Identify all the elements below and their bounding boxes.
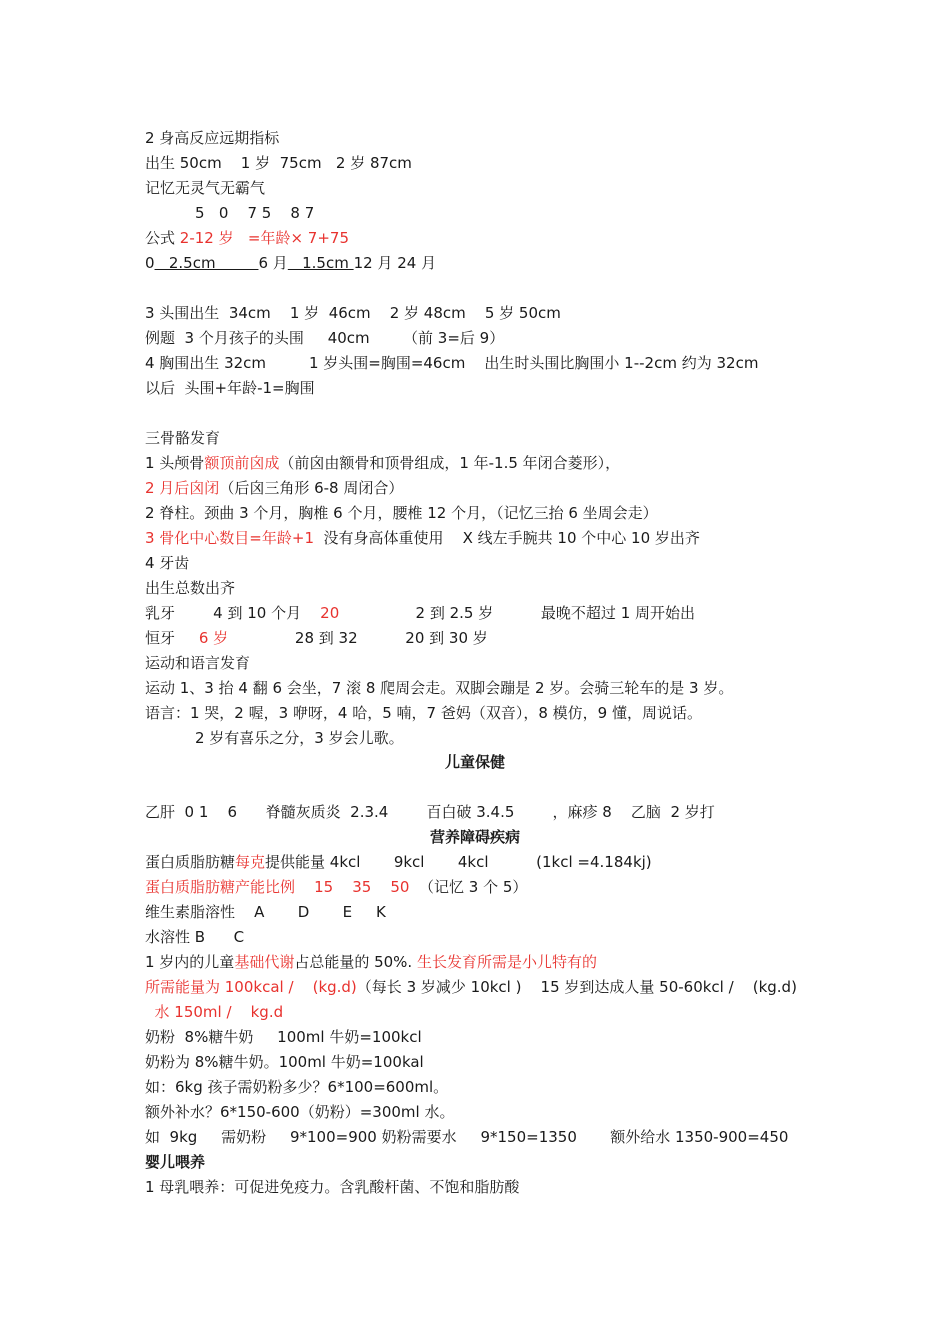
text-line: [145, 877, 527, 897]
text-segment: 水溶性 B C: [145, 928, 245, 946]
text-line: [145, 353, 758, 373]
highlighted-text: 2 月后囟闭: [145, 479, 220, 497]
highlighted-text: 额顶前囟成: [204, 454, 280, 472]
text-segment: 1 岁内的儿童: [145, 953, 235, 971]
text-segment: 恒牙: [145, 629, 199, 647]
text-segment: 记忆无灵气无霸气: [145, 179, 266, 197]
text-segment: 维生素脂溶性 A D E K: [145, 903, 386, 921]
text-line: [145, 128, 279, 148]
text-segment: 1 头颅骨: [145, 454, 205, 472]
text-line: [145, 1052, 424, 1072]
text-segment: 2 岁有喜乐之分，3 岁会儿歌。: [195, 729, 404, 747]
text-segment: 4 胸围出生 32cm 1 岁头围=胸围=46cm 出生时头围比胸围小 1--2cm 约为 32cm: [145, 354, 759, 372]
text-segment: （每长 3 岁减少 10kcl ) 15 岁到达成人量 50-60kcl / (kg.d): [356, 978, 797, 996]
text-line: [145, 703, 702, 723]
text-line: [145, 428, 220, 448]
text-line: [145, 578, 235, 598]
text-line: [145, 603, 695, 623]
text-segment: 28 到 32 20 到 30 岁: [228, 629, 488, 647]
text-line: [145, 852, 652, 872]
text-line: [145, 1177, 519, 1197]
text-line: [145, 328, 504, 348]
text-segment: 2 到 2.5 岁 最晚不超过 1 周开始出: [339, 604, 696, 622]
text-segment: 运动和语言发育: [145, 654, 251, 672]
text-line: [145, 1102, 454, 1122]
text-line: [145, 1077, 448, 1097]
section-heading: [0, 827, 950, 847]
text-segment: （前囟由额骨和顶骨组成，1 年-1.5 年闭合菱形），: [279, 454, 621, 472]
highlighted-text: 水 150ml / kg.d: [145, 1003, 284, 1021]
text-segment: 3 头围出生 34cm 1 岁 46cm 2 岁 48cm 5 岁 50cm: [145, 304, 561, 322]
text-segment: 提供能量 4kcl 9kcl 4kcl (1kcl =4.184kj): [265, 853, 652, 871]
text-segment: 没有身高体重使用 X 线左手腕共 10 个中心 10 岁出齐: [314, 529, 700, 547]
text-segment: 出生 50cm 1 岁 75cm 2 岁 87cm: [145, 154, 412, 172]
text-segment: 三骨骼发育: [145, 429, 221, 447]
text-segment: 运动 1、3 抬 4 翻 6 会坐，7 滚 8 爬周会走。双脚会蹦是 2 岁。会骑三轮车的是 3 岁。: [145, 679, 734, 697]
text-line: [145, 553, 189, 573]
text-line: [145, 228, 349, 248]
text-line: [195, 203, 314, 223]
text-segment: 例题 3 个月孩子的头围 40cm （前 3=后 9）: [145, 329, 505, 347]
text-line: [145, 977, 797, 997]
subheading: [145, 1152, 205, 1172]
text-segment: 蛋白质脂肪糖: [145, 853, 236, 871]
text-segment: 12 月 24 月: [353, 254, 437, 272]
highlighted-text: 3 骨化中心数目=年龄+1: [145, 529, 314, 547]
highlighted-text: 所需能量为 100kcal / (kg.d): [145, 978, 357, 996]
text-segment: 出生总数出齐: [145, 579, 236, 597]
text-segment: 2 脊柱。颈曲 3 个月，胸椎 6 个月，腰椎 12 个月，（记忆三抬 6 坐周会走）: [145, 504, 658, 522]
highlighted-text: 基础代谢: [234, 953, 295, 971]
text-line: [145, 153, 412, 173]
highlighted-text: 20: [320, 604, 340, 622]
text-segment: 如：6kg 孩子需奶粉多少？6*100=600ml。: [145, 1078, 449, 1096]
text-segment: 乳牙 4 到 10 个月: [145, 604, 321, 622]
text-line: [145, 678, 733, 698]
text-segment: 如 9kg 需奶粉 9*100=900 奶粉需要水 9*150=1350 额外给水 1350-900=450: [145, 1128, 789, 1146]
text-segment: 奶粉 8%糖牛奶 100ml 牛奶=100kcl: [145, 1028, 422, 1046]
text-line: [145, 927, 244, 947]
text-line: [145, 902, 386, 922]
text-segment: 以后 头围+年龄-1=胸围: [145, 379, 315, 397]
text-segment: （后囟三角形 6-8 周闭合）: [219, 479, 404, 497]
text-line: [145, 378, 315, 398]
text-line: [195, 728, 404, 748]
text-line: [145, 1002, 283, 1022]
text-segment: 占总能量的 50%.: [294, 953, 417, 971]
text-line: [145, 528, 700, 548]
text-segment: 2 身高反应远期指标: [145, 129, 280, 147]
text-segment: 营养障碍疾病: [429, 828, 520, 846]
text-segment: 婴儿喂养: [145, 1153, 206, 1171]
text-segment: 语言：1 哭，2 喔，3 咿呀，4 哈，5 喃，7 爸妈（双音），8 模仿，9 懂，周说话。: [145, 704, 702, 722]
text-line: [145, 253, 436, 273]
text-segment: 儿童保健: [444, 753, 505, 771]
text-segment: 4 牙齿: [145, 554, 190, 572]
text-segment: 0: [145, 254, 155, 272]
text-line: [145, 178, 265, 198]
highlighted-text: 每克: [235, 853, 266, 871]
text-line: [145, 478, 403, 498]
text-segment: 公式: [145, 229, 180, 247]
highlighted-text: 生长发育所需是小儿特有的: [416, 953, 597, 971]
text-segment: 6 月: [258, 254, 288, 272]
highlighted-text: 6 岁: [198, 629, 229, 647]
highlighted-text: 蛋白质脂肪糖产能比例 15 35 50: [145, 878, 410, 896]
text-line: [145, 653, 250, 673]
text-segment: 额外补水？6*150-600（奶粉）=300ml 水。: [145, 1103, 455, 1121]
text-line: [145, 1127, 788, 1147]
text-segment: 5 0 7 5 8 7: [195, 204, 315, 222]
text-segment: 乙肝 0 1 6 脊髓灰质炎 2.3.4 百白破 3.4.5 ，麻疹 8 乙脑 2 岁打: [145, 803, 715, 821]
text-segment: 1.5cm: [287, 254, 354, 272]
text-segment: 奶粉为 8%糖牛奶。100ml 牛奶=100kal: [145, 1053, 424, 1071]
highlighted-text: 2-12 岁 =年龄× 7+75: [179, 229, 350, 247]
text-line: [145, 802, 715, 822]
text-line: [145, 1027, 422, 1047]
text-segment: 2.5cm: [154, 254, 259, 272]
text-line: [145, 952, 597, 972]
section-heading: [0, 752, 950, 772]
text-line: [145, 503, 658, 523]
text-segment: （记忆 3 个 5）: [409, 878, 528, 896]
text-segment: 1 母乳喂养：可促进免疫力。含乳酸杆菌、不饱和脂肪酸: [145, 1178, 520, 1196]
text-line: [145, 303, 561, 323]
text-line: [145, 453, 620, 473]
text-line: [145, 628, 488, 648]
